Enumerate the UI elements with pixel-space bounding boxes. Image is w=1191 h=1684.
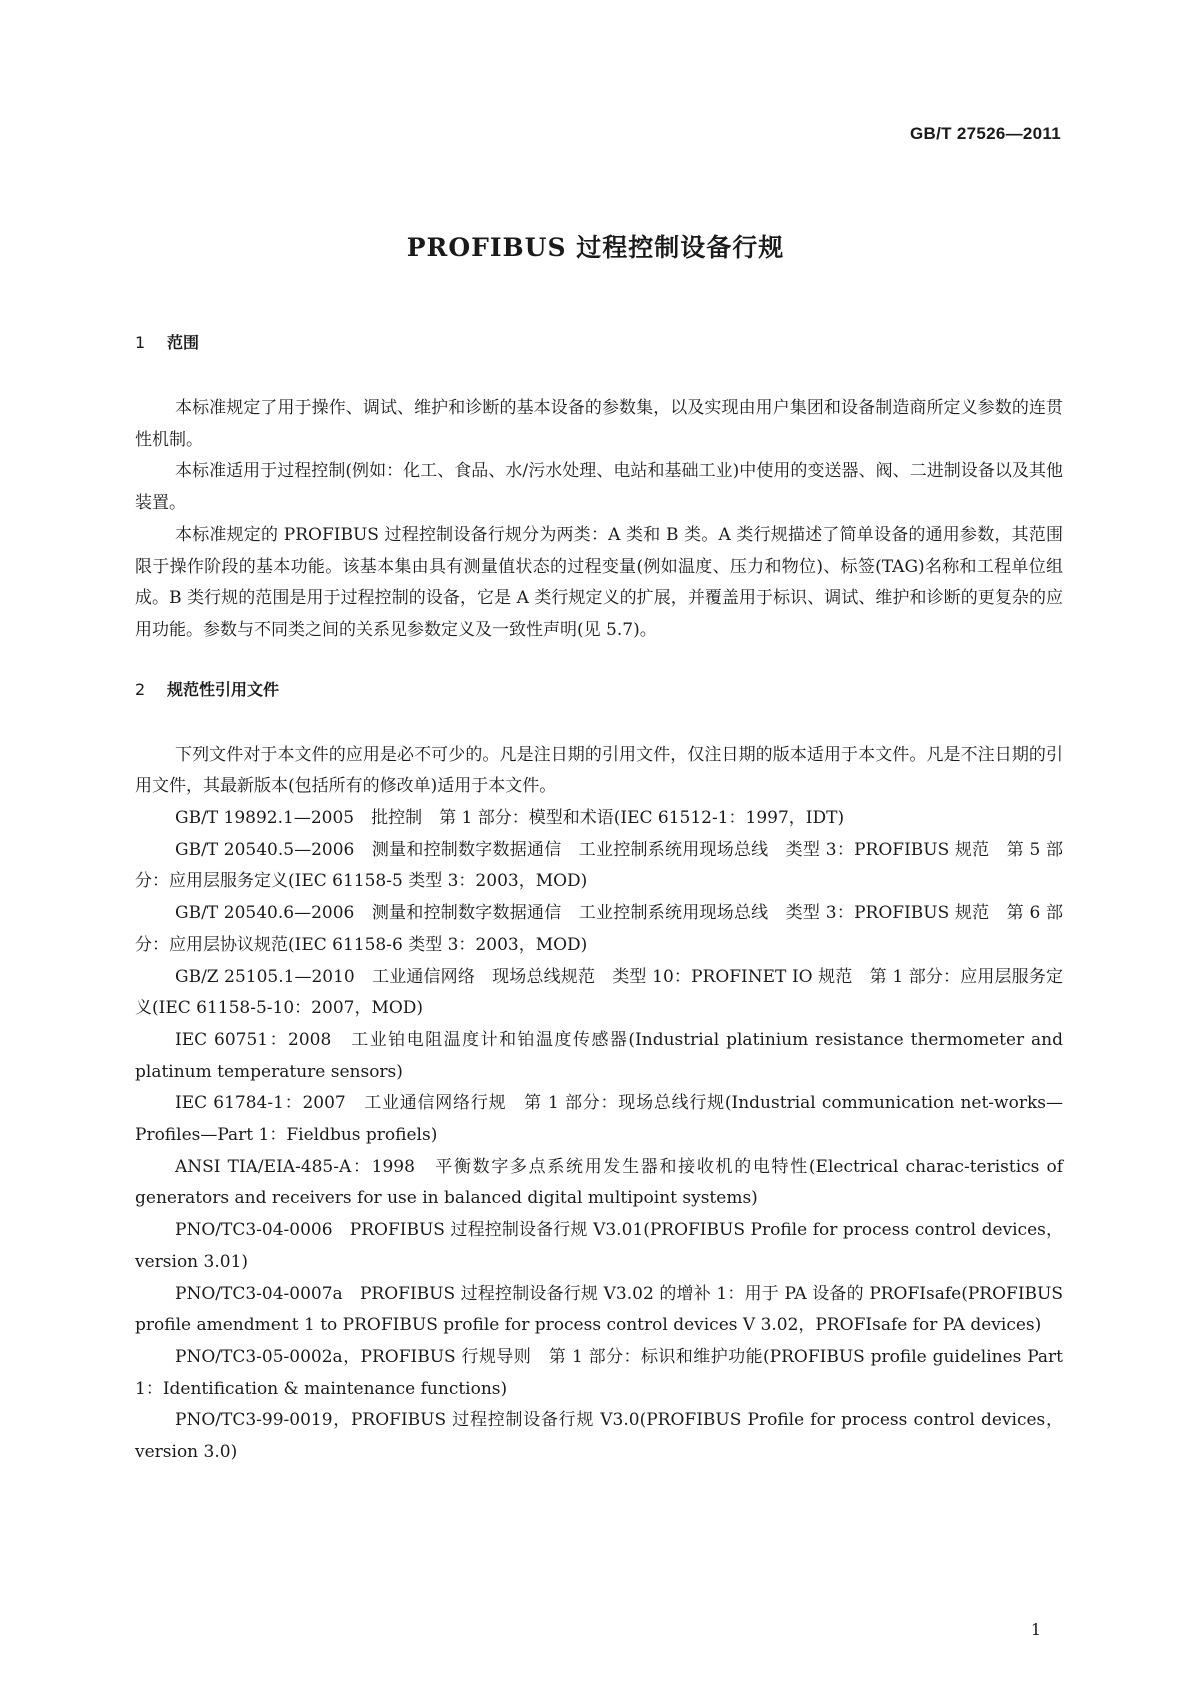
- paragraph: 下列文件对于本文件的应用是必不可少的。凡是注日期的引用文件，仅注日期的版本适用于本文件。凡是不注日期的引用文件，其最新版本(包括所有的修改单)适用于本文件。: [135, 744, 1063, 797]
- paragraph: 本标准规定的 PROFIBUS 过程控制设备行规分为两类：A 类和 B 类。A 类行规描述了简单设备的通用参数，其范围限于操作阶段的基本功能。该基本集由具有测量值状态的过程变量(例如温度、压力和物位)、标签(TAG)名称和工程单位组成。B 类行规的范围是用于过程控制的设备，它是 A 类行规定义的扩展，并覆盖用于标识、调试、维护和诊断的更复杂的应用功能。参数与不同类之间的关系见参数定义及一致性声明(见 5.7)。: [135, 524, 1063, 640]
- reference-item: IEC 60751：2008 工业铂电阻温度计和铂温度传感器(Industrial platinium resistance thermometer and platinum temperature sensors): [135, 1029, 1063, 1082]
- section-2-heading: [135, 677, 1063, 700]
- standard-code: GB/T 27526—2011: [910, 124, 1061, 143]
- reference-item: GB/T 20540.6—2006 测量和控制数字数据通信 工业控制系统用现场总线 类型 3：PROFIBUS 规范 第 6 部分：应用层协议规范(IEC 61158-6 类型 3：2003，MOD): [135, 903, 1063, 955]
- reference-item: IEC 61784-1：2007 工业通信网络行规 第 1 部分：现场总线行规(Industrial communication net-works—Profiles—Part 1：Fieldbus profiels): [135, 1093, 1063, 1146]
- reference-item: GB/T 20540.5—2006 测量和控制数字数据通信 工业控制系统用现场总线 类型 3：PROFIBUS 规范 第 5 部分：应用层服务定义(IEC 61158-5 类型 3：2003，MOD): [135, 839, 1063, 892]
- section-number: 2: [135, 679, 146, 699]
- section-title: 规范性引用文件: [167, 679, 280, 699]
- reference-item: GB/T 19892.1—2005 批控制 第 1 部分：模型和术语(IEC 61512-1：1997，IDT): [175, 808, 845, 829]
- reference-item: ANSI TIA/EIA-485-A：1998 平衡数字多点系统用发生器和接收机的电特性(Electrical charac-teristics of generators and receivers for use in balanced digital multipoint systems): [135, 1156, 1063, 1209]
- section-1-heading: [135, 330, 1063, 353]
- paragraph: 本标准适用于过程控制(例如：化工、食品、水/污水处理、电站和基础工业)中使用的变送器、阀、二进制设备以及其他装置。: [135, 461, 1063, 514]
- reference-item: PNO/TC3-99-0019，PROFIBUS 过程控制设备行规 V3.0(PROFIBUS Profile for process control devices，version 3.0): [135, 1410, 1063, 1463]
- reference-item: PNO/TC3-04-0006 PROFIBUS 过程控制设备行规 V3.01(PROFIBUS Profile for process control devices，version 3.01): [135, 1220, 1063, 1272]
- reference-item: PNO/TC3-05-0002a，PROFIBUS 行规导则 第 1 部分：标识和维护功能(PROFIBUS profile guidelines Part 1：Identification & maintenance functions): [135, 1346, 1063, 1399]
- document-title: PROFIBUS 过程控制设备行规: [406, 233, 785, 262]
- paragraph: 本标准规定了用于操作、调试、维护和诊断的基本设备的参数集，以及实现由用户集团和设备制造商所定义参数的连贯性机制。: [135, 398, 1063, 450]
- section-number: 1: [135, 333, 146, 352]
- page-number: 1: [1030, 1620, 1041, 1639]
- reference-item: GB/Z 25105.1—2010 工业通信网络 现场总线规范 类型 10：PROFINET IO 规范 第 1 部分：应用层服务定义(IEC 61158-5-10：2007，MOD): [135, 966, 1063, 1019]
- document-body: [135, 330, 1063, 1469]
- section-title: 范围: [167, 333, 200, 352]
- reference-item: PNO/TC3-04-0007a PROFIBUS 过程控制设备行规 V3.02 的增补 1：用于 PA 设备的 PROFIsafe(PROFIBUS profile amendment 1 to PROFIBUS profile for process control devices V 3.02，PROFIsafe for PA devices): [135, 1283, 1063, 1336]
